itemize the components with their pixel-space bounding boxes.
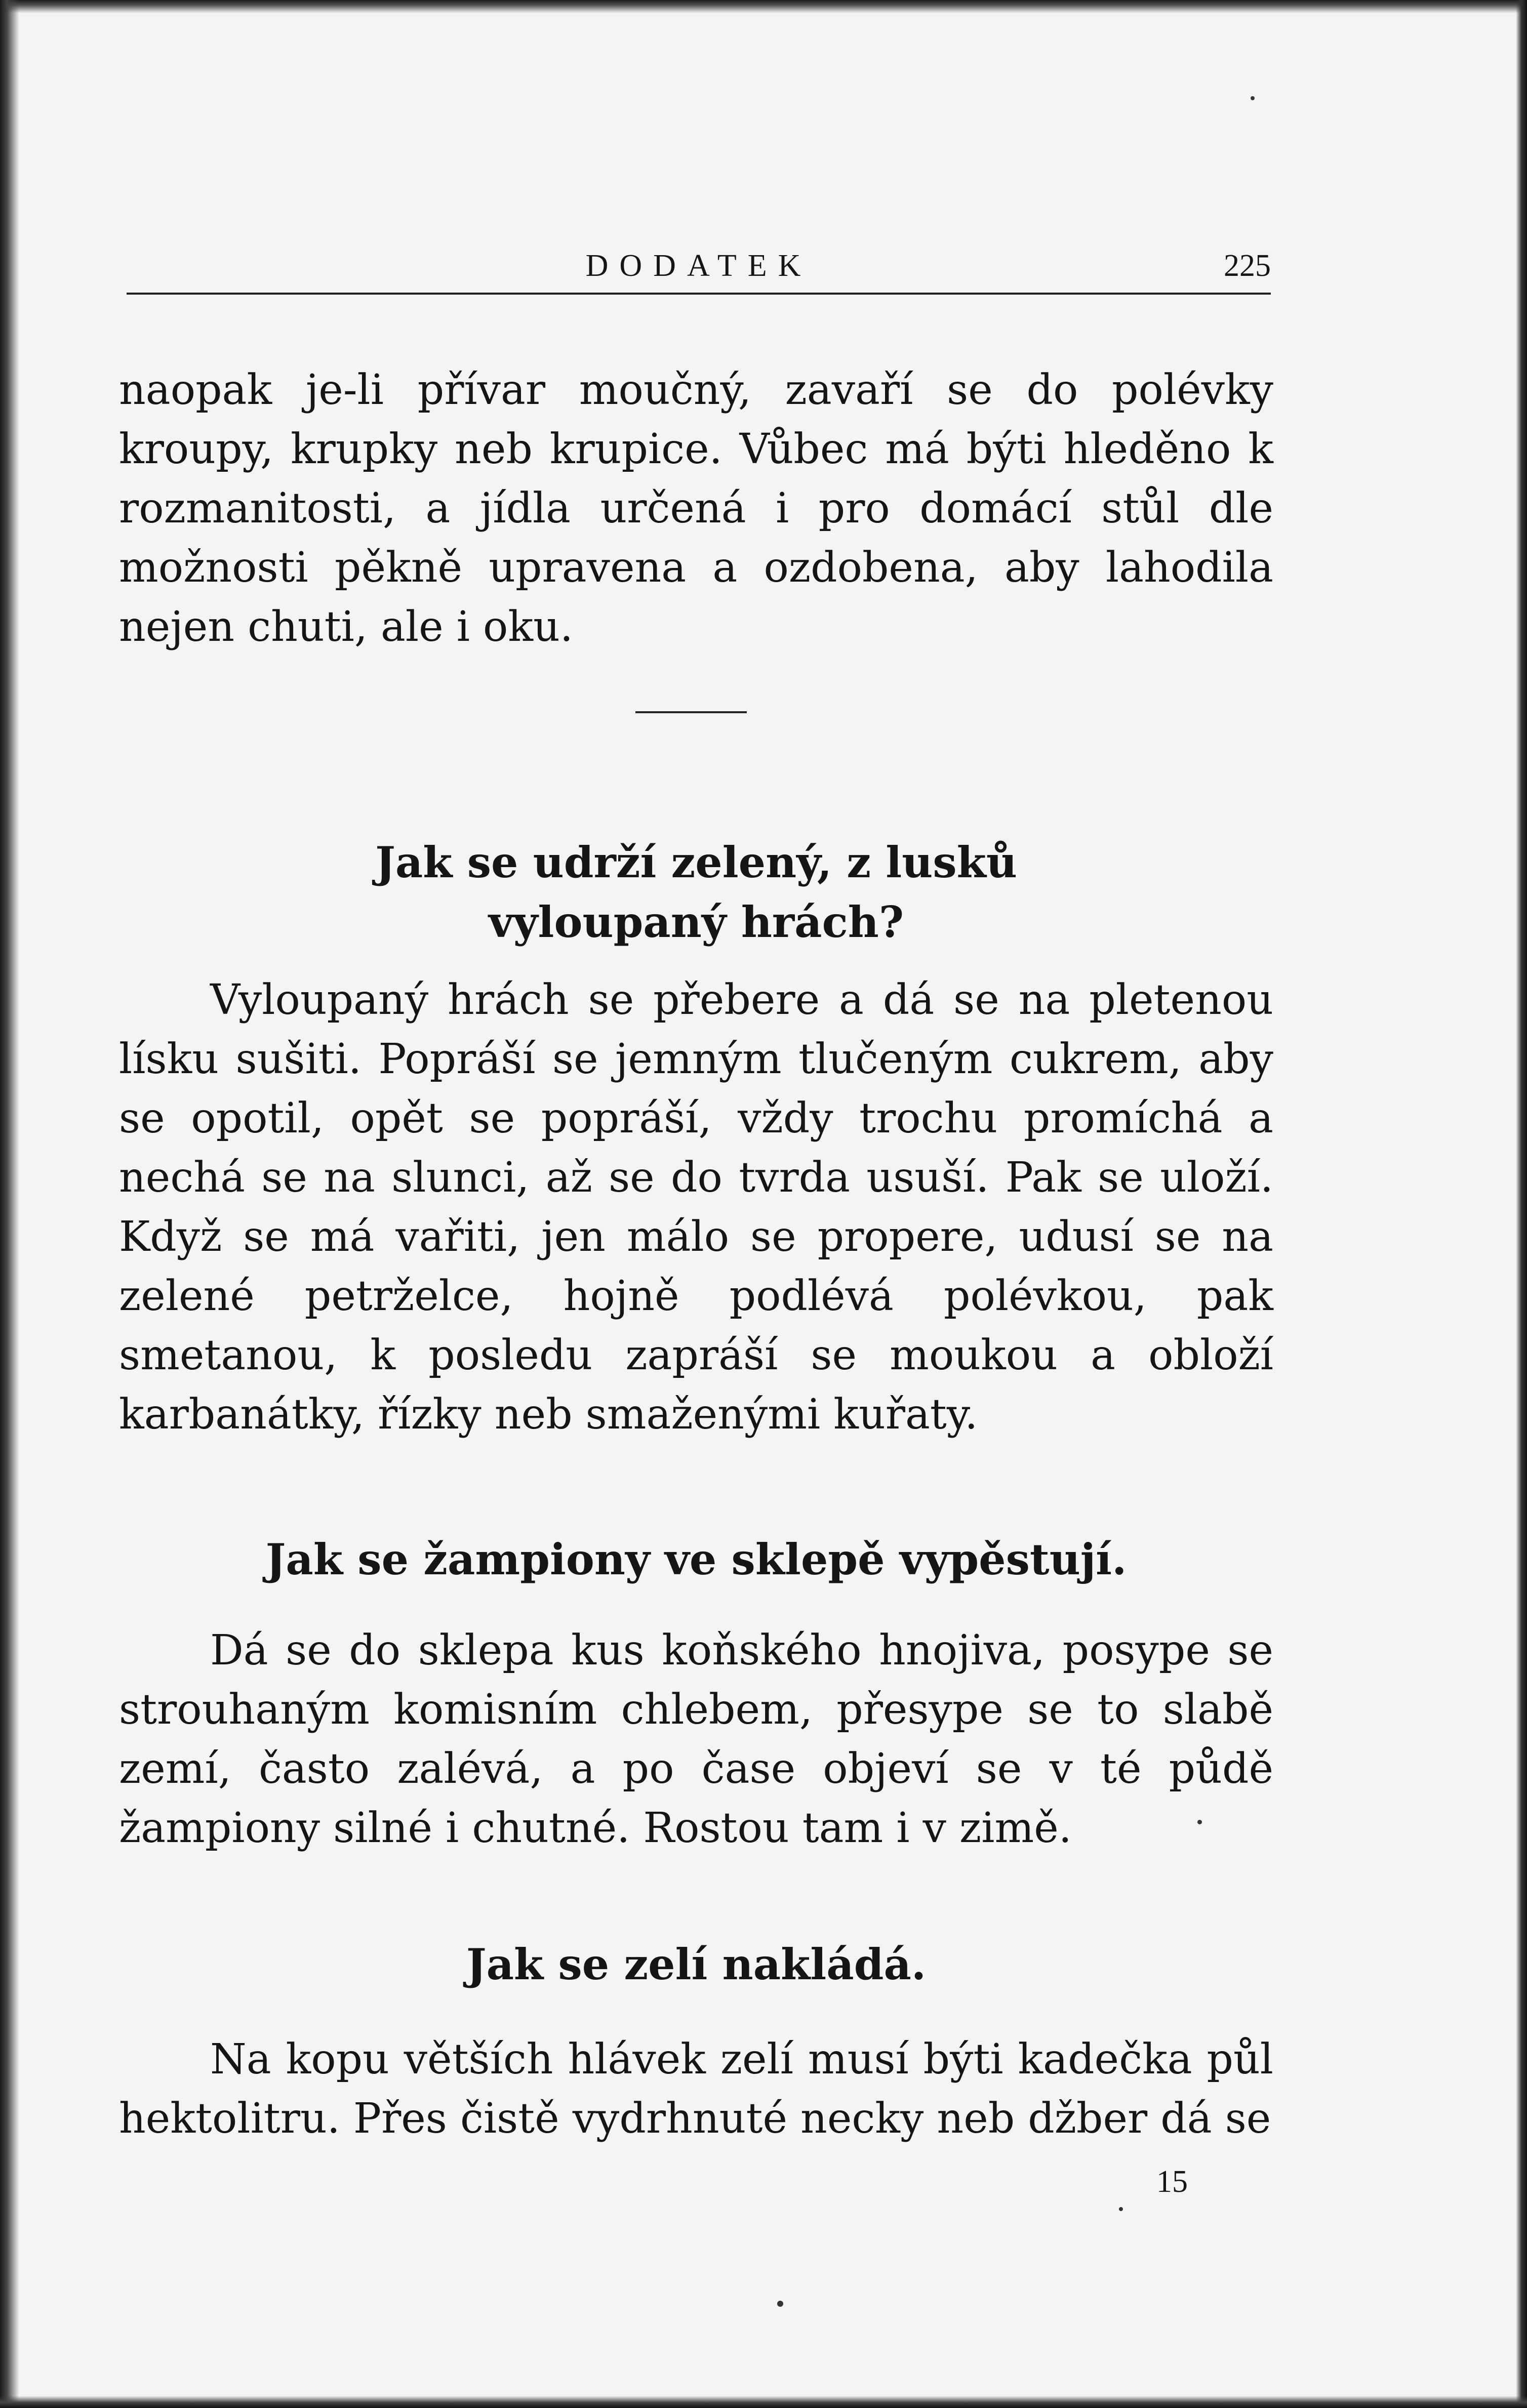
- section-body-mushrooms: Dá se do sklepa kus koňského hnojiva, posype se strouhaným komisním chlebem, přesype se to slabě zemí, často zalévá, a po čase objeví se v té půdě žampiony silné i chutné. Rostou tam i v zimě.: [119, 1626, 1273, 1852]
- page-number: 225: [1224, 249, 1271, 283]
- running-head: [127, 243, 1271, 294]
- scan-speck: [1251, 96, 1255, 100]
- scan-border-left: [0, 0, 19, 2408]
- scan-border-top: [0, 0, 1527, 13]
- header-rule: [127, 293, 1271, 295]
- section-separator-rule: [635, 711, 747, 713]
- intro-paragraph: naopak je-li přívar moučný, zavaří se do polévky kroupy, krupky neb krupice. Vůbec má býti hleděno k rozmanitosti, a jídla určená i pro domácí stůl dle možnosti pěkně upravena a ozdobena, aby lahodila nejen chuti, ale i oku.: [119, 366, 1273, 651]
- section-body-peas: Vyloupaný hrách se přebere a dá se na pletenou lísku sušiti. Popráší se jemným tlučeným cukrem, aby se opotil, opět se popráší, vždy trochu promíchá a nechá se na slunci, až se do tvrda usuší. Pak se uloží. Když se má vařiti, jen málo se propere, udusí se na zelené petrželce, hojně podlévá polévkou, pak smetanou, k posledu zapráší se moukou a obloží karbanátky, řízky neb smaženými kuřaty.: [119, 976, 1273, 1439]
- section-heading-peas: Jak se udrží zelený, z lusků vyloupaný hrách?: [375, 837, 1017, 947]
- section-heading-mushrooms: Jak se žampiony ve sklepě vypěstují.: [265, 1534, 1127, 1584]
- section-heading-cabbage: Jak se zelí nakládá.: [466, 1939, 927, 1989]
- running-head-title: DODATEK: [585, 249, 812, 283]
- scan-border-bottom: [0, 2396, 1527, 2408]
- scan-speck: [1119, 2207, 1123, 2211]
- signature-mark: 15: [1156, 2165, 1188, 2199]
- scan-border-right: [1516, 0, 1527, 2408]
- scan-speck: [1197, 1820, 1202, 1824]
- scan-speck: [777, 2301, 783, 2307]
- section-body-cabbage: Na kopu větších hlávek zelí musí býti kadečka půl hektolitru. Přes čistě vydrhnuté necky neb džber dá se: [119, 2035, 1273, 2143]
